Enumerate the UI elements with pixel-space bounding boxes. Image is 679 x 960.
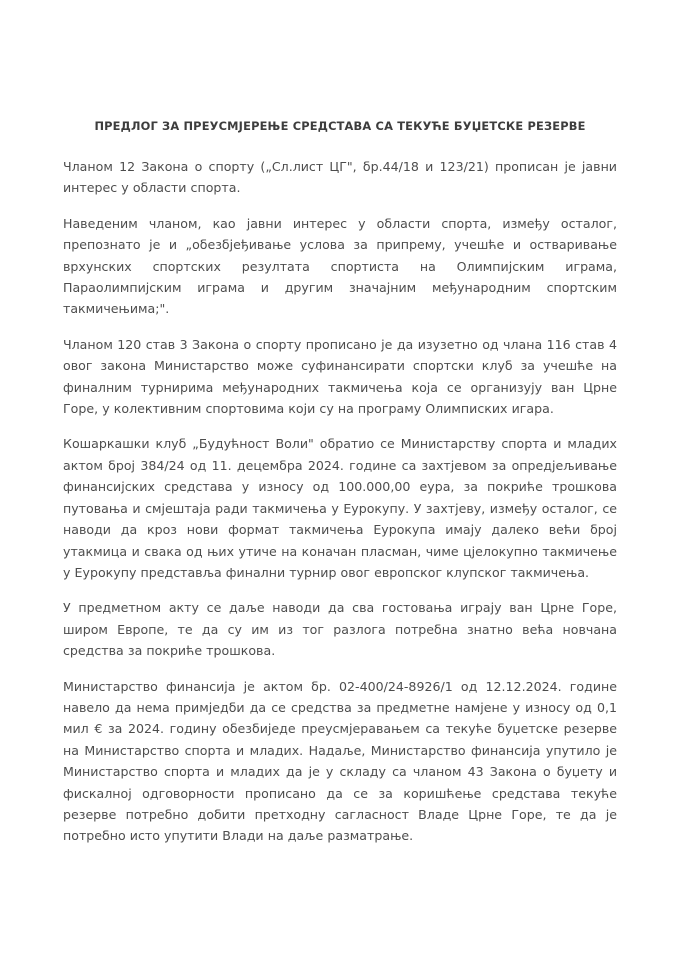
paragraph-2: Наведеним чланом, као јавни интерес у области спорта, између осталог, препознато је и „обезбјеђивање услова за припрему, учешће и остваривање врхунских спортских резултата спортиста на Олимпијским играма, Параолимпијским играма и другим значајним међународним спортским такмичењима;". — [63, 215, 617, 317]
page-title: ПРЕДЛОГ ЗА ПРЕУСМЈЕРЕЊЕ СРЕДСТАВА СА ТЕКУЋЕ БУЏЕТСКЕ РЕЗЕРВЕ — [94, 119, 586, 133]
document-body — [63, 118, 617, 847]
paragraph-3: Чланом 120 став 3 Закона о спорту прописано је да изузетно од члана 116 став 4 овог закона Министарство може суфинансирати спортски клуб за учешће на финалним турнирима међународних такмичења која се организују ван Црне Горе, у колективним спортовима који су на програму Олимписких игара. — [63, 336, 617, 417]
paragraph-6: Министарство финансија је актом бр. 02-400/24-8926/1 од 12.12.2024. године навело да нема примједби да се средства за предметне намјене у износу од 0,1 мил € за 2024. годину обезбиједе преусмјеравањем са текуће буџетске резерве на Министарство спорта и младих. Надаље, Министарство финансија упутило је Министарство спорта и младих да је у складу са чланом 43 Закона о буџету и фискалној одговорности прописано да се за коришћење средстава текуће резерве потребно добити претходну сагласност Владе Црне Горе, те да је потребно исто упутити Влади на даље разматрање. — [63, 678, 617, 844]
paragraph-1: Чланом 12 Закона о спорту („Сл.лист ЦГ", бр.44/18 и 123/21) прописан је јавни интерес у области спорта. — [63, 159, 617, 196]
paragraph-5: У предметном акту се даље наводи да сва гостовања играју ван Црне Горе, широм Европе, те да су им из тог разлога потребна знатно већа новчана средства за покриће трошкова. — [63, 600, 617, 659]
paragraph-4: Кошаркашки клуб „Будућност Воли" обратио се Министарству спорта и младих актом број 384/24 од 11. децембра 2024. године са захтјевом за опредјељивање финансијских средстава у износу од 100.000,00 еура, за покриће трошкова путовања и смјештаја ради такмичења у Еурокупу. У захтјеву, између осталог, се наводи да кроз нови формат такмичења Еурокупа имају далеко већи број утакмица и свака од њих утиче на коначан пласман, чиме цјелокупно такмичење у Еурокупу представља финални турнир овог европског клупског такмичења. — [63, 436, 617, 580]
